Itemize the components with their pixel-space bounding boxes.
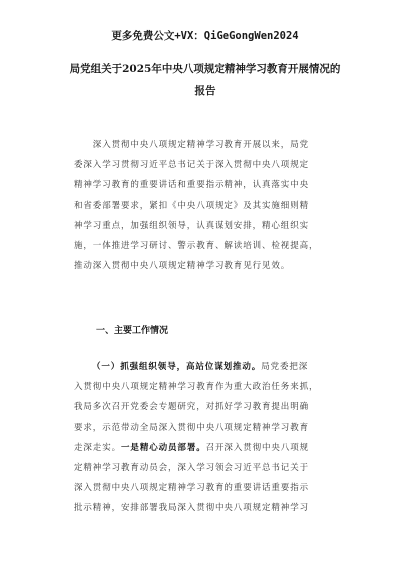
section1-line — [74, 357, 344, 377]
subheading-bold: （一）抓强组织领导，高站位谋划推动。 — [92, 362, 262, 372]
section1-line: 要求，示范带动全局深入贯彻中央八项规定精神学习教育 — [74, 422, 310, 433]
section1-line — [74, 438, 344, 458]
section1-text: 局党委把深 — [261, 362, 309, 372]
intro-line: 委深入学习贯彻习近平总书记关于深入贯彻中央八项规定 — [74, 160, 310, 171]
promo-header: 更多免费公文+VX：QiGeGongWen2024 — [111, 30, 299, 42]
intro-line: 和省委部署要求，紧扣《中央八项规定》及其实施细则精 — [74, 200, 310, 211]
section1-line: 定精神学习教育动员会，深入学习领会习近平总书记关于 — [74, 463, 310, 474]
section-heading: 一、主要工作情况 — [96, 326, 169, 336]
document-title-line2: 报告 — [194, 85, 216, 97]
section1-line: 我局多次召开党委会专题研究，对抓好学习教育提出明确 — [74, 402, 310, 413]
intro-line: 精神学习教育的重要讲话和重要指示精神，认真落实中央 — [74, 180, 310, 191]
document-title-line1: 局党组关于2025年中央八项规定精神学习教育开展情况的 — [69, 63, 341, 75]
intro-line: 施，一体推进学习研讨、警示教育、解读培训、检视提高， — [74, 241, 319, 252]
intro-line: 神学习重点，加强组织领导，认真谋划安排，精心组织实 — [74, 220, 310, 231]
point-bold: 一是精心动员部署。 — [121, 442, 206, 453]
intro-line: 推动深入贯彻中央八项规定精神学习教育见行见效。 — [74, 261, 291, 272]
section1-paragraph — [74, 357, 344, 519]
intro-paragraph — [74, 135, 344, 276]
section1-text: 走深走实。 — [74, 442, 122, 453]
section1-line: 批示精神，安排部署我局深入贯彻中央八项规定精神学习 — [74, 503, 310, 514]
section1-line: 入贯彻中央八项规定精神学习教育作为重大政治任务来抓， — [74, 382, 319, 393]
section1-line: 深入贯彻中央八项规定精神学习教育的重要讲话重要指示 — [74, 483, 310, 494]
section1-text: 召开深入贯彻中央八项规 — [205, 442, 310, 453]
intro-line: 深入贯彻中央八项规定精神学习教育开展以来，局党 — [74, 140, 310, 150]
